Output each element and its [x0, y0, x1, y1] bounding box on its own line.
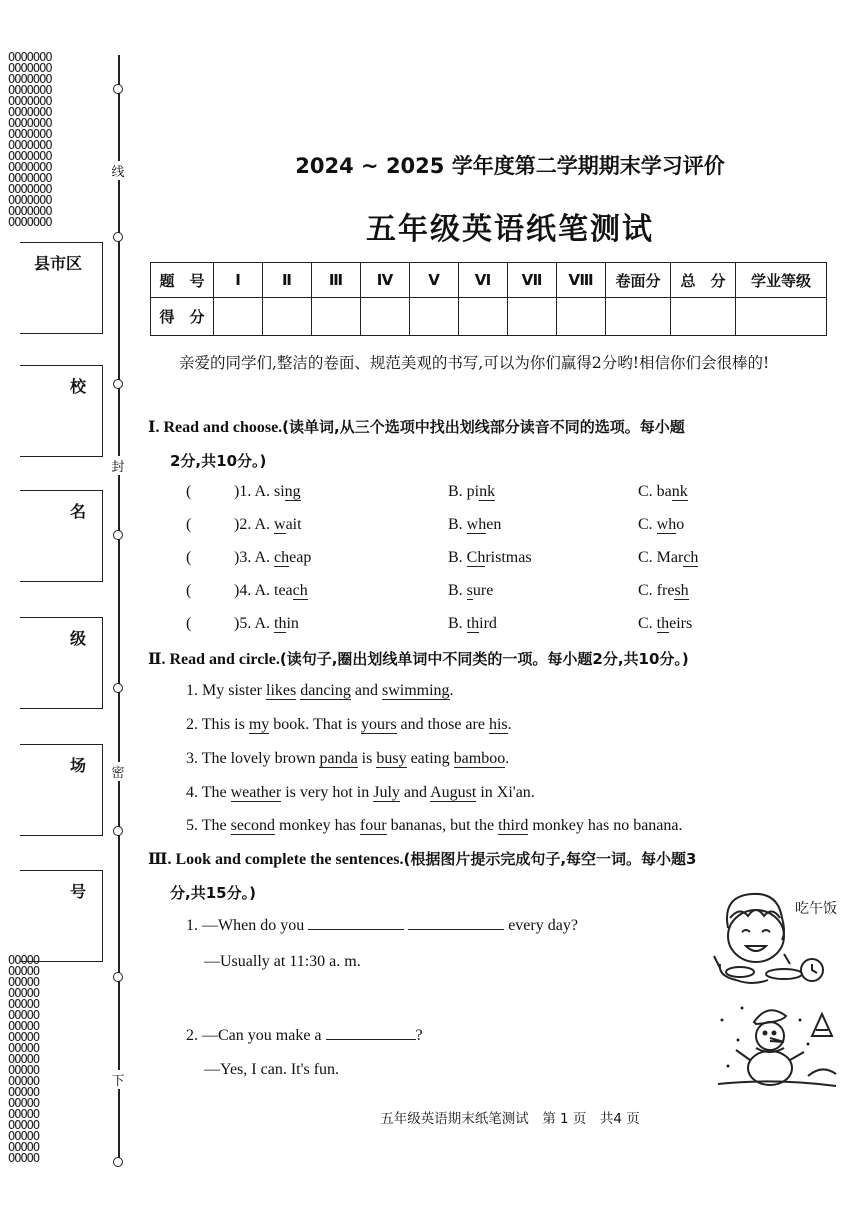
item-c — [638, 516, 684, 534]
score-cell[interactable] — [671, 298, 736, 336]
field-room-label: 场 — [69, 756, 86, 775]
answer-bracket[interactable]: ( — [186, 483, 192, 500]
item-number: )3. A. — [234, 549, 274, 566]
sentence-text: 5. The — [186, 817, 231, 834]
section-1-instruction: (读单词,从三个选项中找出划线部分读音不同的选项。每小题 — [282, 418, 685, 436]
item-b — [448, 516, 638, 534]
option-c-text: C. — [638, 615, 657, 632]
item-a — [234, 516, 448, 534]
binding-mark-line: 线 — [110, 161, 126, 180]
q2-blank[interactable] — [326, 1025, 416, 1040]
score-header-cell: Ⅳ — [361, 263, 410, 298]
score-cell[interactable] — [606, 298, 671, 336]
sentence-text: . — [507, 716, 512, 733]
binding-dot — [113, 826, 123, 836]
choice-item — [186, 582, 846, 600]
section-1-title: Ⅰ. Read and choose. — [148, 419, 283, 436]
question-3-1 — [186, 915, 578, 935]
sentence-text: and — [350, 682, 382, 699]
sentence-item — [186, 716, 512, 734]
score-cell[interactable] — [263, 298, 312, 336]
option-a-underlined: th — [274, 615, 287, 632]
option-a-text-end: in — [286, 615, 299, 632]
sentence-text: monkey has no banana. — [528, 817, 683, 834]
option-b-text-end: ristmas — [485, 549, 532, 566]
item-a — [234, 483, 448, 501]
binding-dot — [113, 379, 123, 389]
underlined-word[interactable]: likes — [266, 682, 297, 699]
question-3-2 — [186, 1025, 423, 1045]
item-b — [448, 615, 638, 633]
binding-mark-seal: 封 — [110, 456, 126, 475]
field-city[interactable] — [20, 242, 103, 334]
section-2-heading — [148, 648, 689, 669]
binding-line — [118, 55, 120, 1165]
binding-mark-secret: 密 — [110, 762, 126, 781]
score-header-cell: 学业等级 — [736, 263, 827, 298]
score-header-cell: Ⅷ — [557, 263, 606, 298]
item-b — [448, 549, 638, 567]
option-a-text-end: ait — [285, 516, 302, 533]
field-name-label: 名 — [69, 502, 86, 521]
choice-item — [186, 483, 846, 501]
field-school-label: 校 — [69, 377, 86, 396]
sentence-text: bananas, but the — [386, 817, 499, 834]
option-c-text-end: eirs — [669, 615, 693, 632]
binding-dot — [113, 683, 123, 693]
option-c-text: C. ba — [638, 483, 672, 500]
binding-circles-bottom: OOOOO OOOOO OOOOO OOOOO OOOOO OOOOO OOOOO OOOOO OOOOO OOOOO OOOOO OOOOO OOOOO OOOOO OOOOO OOOOO OOOOO OOOOO OOOOO — [8, 955, 40, 1165]
score-table — [150, 262, 827, 336]
q1-suffix: every day? — [508, 917, 578, 934]
field-school[interactable] — [20, 365, 103, 457]
sentence-item — [186, 817, 683, 835]
underlined-word[interactable]: July — [373, 784, 400, 801]
section-1-heading — [148, 416, 685, 437]
sentence-text: eating — [406, 750, 454, 767]
answer-bracket[interactable]: ( — [186, 582, 192, 599]
q1-answer: —Usually at 11:30 a. m. — [204, 953, 361, 970]
picture-label-lunch: 吃午饭 — [795, 901, 837, 917]
page-footer: 五年级英语期末纸笔测试 第 1 页 共4 页 — [380, 1111, 640, 1127]
option-b-text: B. — [448, 582, 467, 599]
sentence-text: . — [505, 750, 510, 767]
sentence-item — [186, 784, 535, 802]
binding-dot — [113, 1157, 123, 1167]
item-a — [234, 549, 448, 567]
underlined-word[interactable]: his — [488, 716, 508, 733]
answer-bracket[interactable]: ( — [186, 615, 192, 632]
item-c — [638, 582, 689, 600]
q2-answer: —Yes, I can. It's fun. — [204, 1061, 340, 1078]
section-3-instruction-2-text: 分,共15分。) — [170, 884, 256, 902]
section-1-instruction-2-text: 2分,共10分。) — [170, 452, 267, 470]
q1-blank-1[interactable] — [308, 915, 404, 930]
underlined-word[interactable]: third — [498, 817, 529, 834]
option-b-underlined: wh — [466, 516, 487, 533]
option-c-underlined: th — [656, 615, 670, 632]
sentence-text: and those are — [396, 716, 489, 733]
option-b-text: B. — [448, 516, 467, 533]
q2-suffix: ? — [415, 1027, 423, 1044]
choice-item — [186, 516, 846, 534]
section-3-title: Ⅲ. Look and complete the sentences. — [148, 851, 404, 868]
underlined-word[interactable]: dancing — [300, 682, 351, 699]
score-table-header-row — [151, 263, 827, 298]
binding-dot — [113, 972, 123, 982]
sentence-text: 1. My sister — [186, 682, 266, 699]
score-header-cell: Ⅰ — [214, 263, 263, 298]
underlined-word[interactable]: second — [230, 817, 276, 834]
score-header-cell: Ⅶ — [508, 263, 557, 298]
q1-blank-2[interactable] — [408, 915, 504, 930]
q2-prefix: 2. —Can you make a — [186, 1027, 322, 1044]
item-c — [638, 615, 692, 633]
binding-dot — [113, 530, 123, 540]
intro-text: 亲爱的同学们,整洁的卷面、规范美观的书写,可以为你们赢得2分哟!相信你们会很棒的! — [179, 354, 770, 372]
option-c-underlined: wh — [656, 516, 677, 533]
item-number: )4. A. — [234, 582, 274, 599]
answer-bracket[interactable]: ( — [186, 549, 192, 566]
underlined-word[interactable]: my — [248, 716, 270, 733]
item-number: )2. A. — [234, 516, 274, 533]
option-c-underlined: nk — [671, 483, 688, 500]
option-b-text: B. — [448, 549, 467, 566]
option-a-underlined: ch — [292, 582, 308, 599]
score-cell[interactable] — [361, 298, 410, 336]
boy-eating-lunch-picture — [700, 888, 830, 993]
score-cell[interactable] — [508, 298, 557, 336]
score-header-cell: 题 号 — [151, 263, 214, 298]
exam-subtitle: 五年级英语纸笔测试 — [366, 212, 654, 247]
score-header-cell: Ⅱ — [263, 263, 312, 298]
option-b-text-end: en — [486, 516, 502, 533]
score-header-cell: Ⅴ — [410, 263, 459, 298]
exam-title: 2024 ~ 2025 学年度第二学期期末学习评价 — [295, 154, 725, 178]
sentence-text: in Xi'an. — [476, 784, 535, 801]
field-grade[interactable] — [20, 617, 103, 709]
underlined-word[interactable]: weather — [230, 784, 282, 801]
sentence-text: . — [449, 682, 454, 699]
option-a-text: tea — [274, 582, 293, 599]
underlined-word[interactable]: August — [430, 784, 477, 801]
item-a — [234, 615, 448, 633]
section-3-instruction: (根据图片提示完成句子,每空一词。每小题3 — [403, 850, 697, 868]
sentence-text: monkey has — [275, 817, 360, 834]
option-a-underlined: ng — [284, 483, 301, 500]
field-name[interactable] — [20, 490, 103, 582]
item-a — [234, 582, 448, 600]
option-c-underlined: ch — [683, 549, 699, 566]
option-b-text: B. — [448, 615, 467, 632]
item-c — [638, 483, 688, 501]
underlined-word[interactable]: bamboo — [453, 750, 506, 767]
score-cell[interactable] — [459, 298, 508, 336]
item-b — [448, 483, 638, 501]
sentence-text: and — [399, 784, 431, 801]
score-header-cell: 总 分 — [671, 263, 736, 298]
option-b-underlined: nk — [479, 483, 496, 500]
answer-bracket[interactable]: ( — [186, 516, 192, 533]
underlined-word[interactable]: panda — [319, 750, 358, 767]
section-2-title: Ⅱ. Read and circle. — [148, 651, 280, 668]
sentence-text: 4. The — [186, 784, 231, 801]
item-number: )1. A. — [234, 483, 274, 500]
choice-item — [186, 615, 846, 633]
option-c-text-end: o — [676, 516, 685, 533]
choice-item — [186, 549, 846, 567]
option-c-underlined: sh — [674, 582, 689, 599]
option-b-text-end: ird — [479, 615, 497, 632]
option-c-text: C. fre — [638, 582, 675, 599]
binding-dot — [113, 84, 123, 94]
sentence-item — [186, 682, 454, 700]
score-cell[interactable] — [557, 298, 606, 336]
underlined-word[interactable]: four — [359, 817, 387, 834]
item-number: )5. A. — [234, 615, 274, 632]
section-3-heading — [148, 848, 696, 869]
score-table-score-row — [151, 298, 827, 336]
sentence-text: is very hot in — [281, 784, 374, 801]
sentence-text: book. That is — [269, 716, 361, 733]
option-b-text: B. pi — [448, 483, 480, 500]
sentence-item — [186, 750, 509, 768]
underlined-word[interactable]: yours — [360, 716, 397, 733]
binding-dot — [113, 232, 123, 242]
score-row-label: 得 分 — [151, 298, 214, 336]
score-header-cell: Ⅲ — [312, 263, 361, 298]
option-b-underlined: Ch — [466, 549, 486, 566]
field-number-label: 号 — [69, 882, 86, 901]
option-a-text: si — [274, 483, 285, 500]
field-grade-label: 级 — [69, 629, 86, 648]
section-3-instruction-2 — [170, 882, 256, 903]
section-2-instruction: (读句子,圈出划线单词中不同类的一项。每小题2分,共10分。) — [279, 650, 689, 668]
option-a-text-end: eap — [289, 549, 312, 566]
field-number[interactable] — [20, 870, 103, 962]
binding-mark-down: 下 — [110, 1070, 126, 1089]
score-cell[interactable] — [736, 298, 827, 336]
score-cell[interactable] — [312, 298, 361, 336]
option-a-underlined: ch — [274, 549, 290, 566]
score-header-cell: Ⅵ — [459, 263, 508, 298]
score-cell[interactable] — [410, 298, 459, 336]
underlined-word[interactable]: swimming — [381, 682, 450, 699]
sentence-text: is — [357, 750, 377, 767]
score-cell[interactable] — [214, 298, 263, 336]
option-b-underlined: s — [466, 582, 473, 599]
section-1-instruction-2 — [170, 450, 266, 471]
field-room[interactable] — [20, 744, 103, 836]
underlined-word[interactable]: busy — [376, 750, 407, 767]
item-b — [448, 582, 638, 600]
option-c-text: C. Mar — [638, 549, 684, 566]
option-b-text-end: ure — [472, 582, 494, 599]
q1-prefix: 1. —When do you — [186, 917, 305, 934]
field-city-label: 县市区 — [33, 254, 82, 273]
sentence-text: 2. This is — [186, 716, 249, 733]
item-c — [638, 549, 698, 567]
sentence-text: 3. The lovely brown — [186, 750, 320, 767]
option-a-underlined: w — [274, 516, 286, 533]
option-c-text: C. — [638, 516, 657, 533]
snowman-picture — [712, 1000, 842, 1090]
score-header-cell: 卷面分 — [606, 263, 671, 298]
option-b-underlined: th — [466, 615, 480, 632]
binding-circles-top: OOOOOOO OOOOOOO OOOOOOO OOOOOOO OOOOOOO OOOOOOO OOOOOOO OOOOOOO OOOOOOO OOOOOOO OOOOOOO OOOOOOO OOOOOOO OOOOOOO OOOOOOO OOOOOOO — [8, 52, 52, 228]
